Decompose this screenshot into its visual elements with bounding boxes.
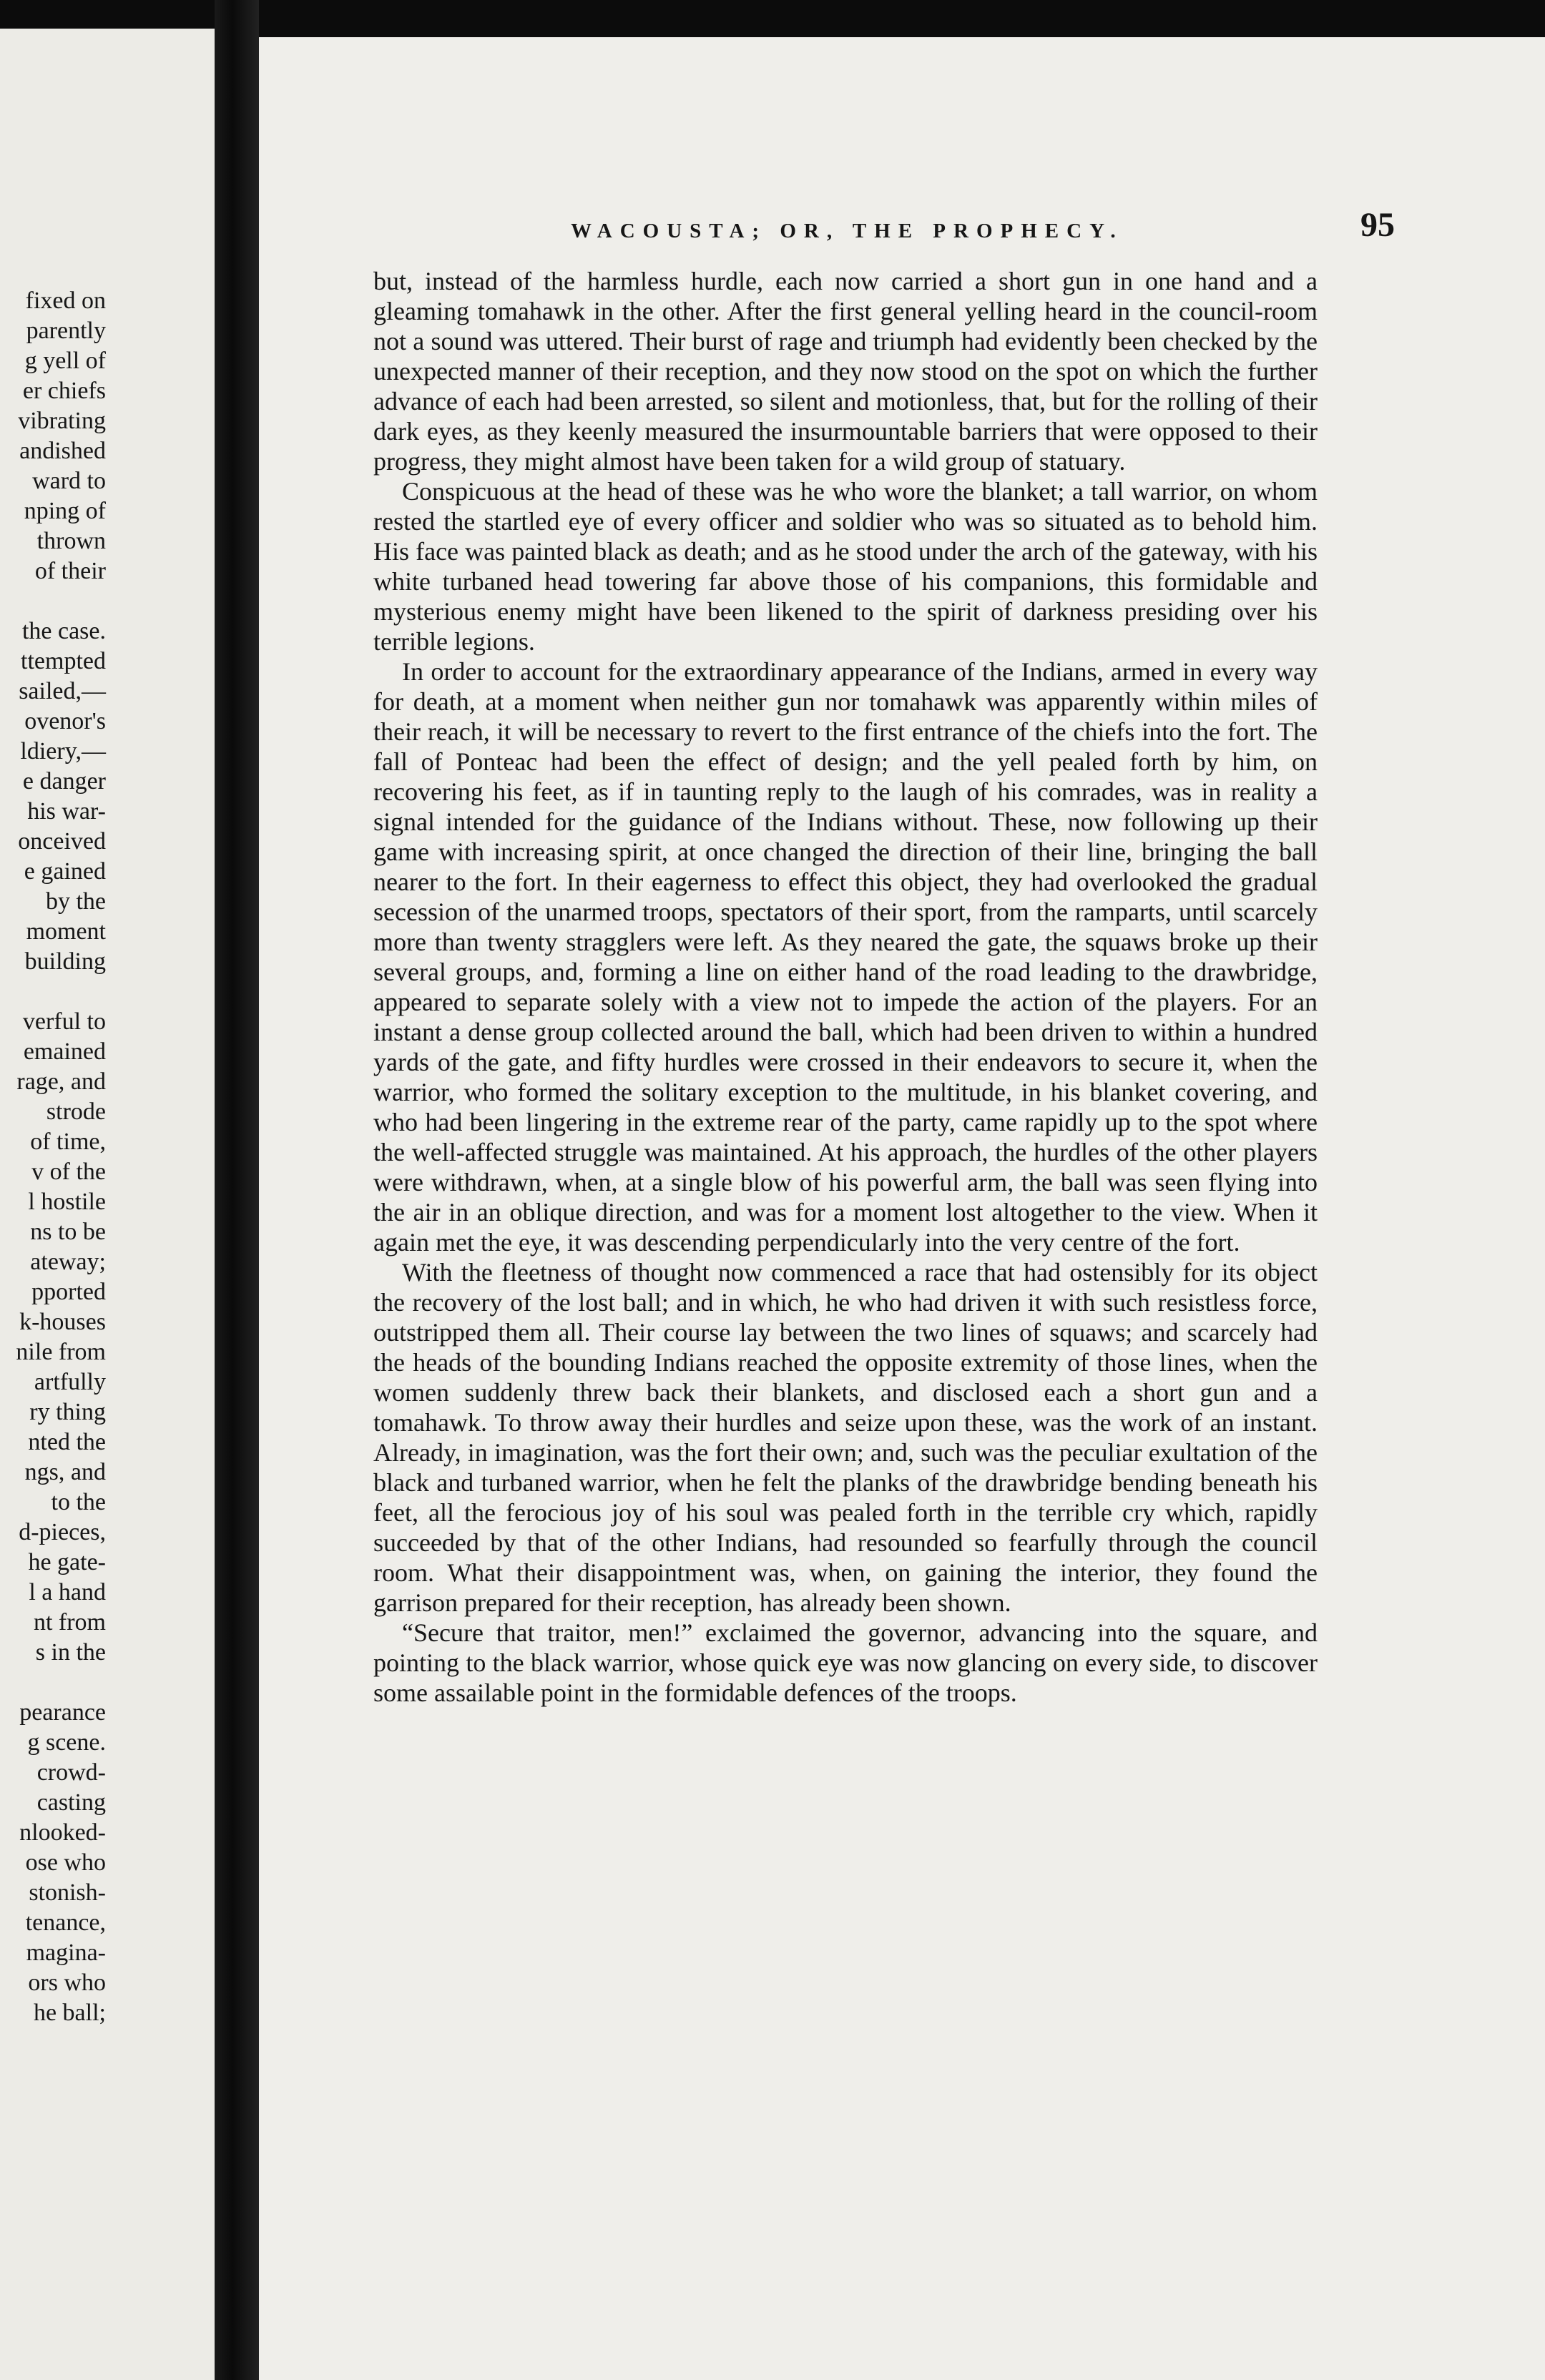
paragraph: Conspicuous at the head of these was he who wore the blanket; a tall warrior, on whom rested the startled eye of every officer and soldier who was so situated as to behold him. His face was painted black as death; and as he stood under the arch of the gateway, with his white turbaned head towering far above those of his companions, this formidable and mysterious enemy might have been likened to the spirit of darkness presiding over his terrible legions. bbox=[373, 477, 1318, 656]
facing-page-line: andished bbox=[19, 438, 106, 464]
facing-page-line: s in the bbox=[35, 1639, 106, 1666]
facing-page-line: e danger bbox=[22, 768, 106, 795]
facing-page-line: g scene. bbox=[27, 1729, 106, 1756]
facing-page-line: ors who bbox=[28, 1970, 106, 1996]
book-gutter bbox=[215, 0, 259, 2380]
facing-page-line: he ball; bbox=[33, 2000, 106, 2026]
facing-page-line: k-houses bbox=[19, 1309, 106, 1335]
facing-page-line: artfully bbox=[34, 1369, 106, 1395]
facing-page-line: of their bbox=[34, 558, 106, 584]
facing-page-line: he gate- bbox=[28, 1549, 106, 1575]
facing-page-line: nile from bbox=[16, 1339, 106, 1365]
facing-page-line: of time, bbox=[30, 1128, 106, 1155]
facing-page bbox=[0, 29, 215, 2380]
facing-page-line: verful to bbox=[22, 1008, 106, 1035]
paragraph: “Secure that traitor, men!” exclaimed the governor, advancing into the square, and pointing to the black warrior, whose quick eye was now glancing on every side, to discover some assailable point in the formidable defences of the troops. bbox=[373, 1618, 1318, 1707]
facing-page-text-fragments bbox=[0, 286, 106, 2028]
facing-page-line: ldiery,— bbox=[20, 738, 106, 764]
facing-page-line: building bbox=[24, 948, 106, 975]
facing-page-line: vibrating bbox=[18, 408, 106, 434]
facing-page-line: l hostile bbox=[28, 1189, 106, 1215]
running-head: WACOUSTA; OR, THE PROPHECY. bbox=[571, 220, 1124, 242]
facing-page-line: ttempted bbox=[21, 648, 106, 674]
facing-page-line: pported bbox=[31, 1279, 106, 1305]
facing-page-line: thrown bbox=[36, 528, 106, 554]
facing-page-line: g yell of bbox=[24, 348, 106, 374]
facing-page-line: ward to bbox=[32, 468, 106, 494]
paragraph: but, instead of the harmless hurdle, each now carried a short gun in one hand and a gleaming tomahawk in the other. After the first general yelling heard in the council-room not a sound was uttered. Their burst of rage and triumph had evidently been checked by the unexpected manner of their reception, and they now stood on the spot on which the further advance of each had been arrested, so silent and motionless, that, but for the rolling of their dark eyes, as they keenly measured the insurmountable barriers that were opposed to their progress, they might almost have been taken for a wild group of statuary. bbox=[373, 267, 1318, 476]
facing-page-line: pearance bbox=[19, 1699, 106, 1726]
facing-page-line: his war- bbox=[27, 798, 106, 825]
facing-page-line: casting bbox=[36, 1789, 106, 1816]
facing-page-line: ose who bbox=[25, 1849, 106, 1876]
facing-page-line: ry thing bbox=[29, 1399, 106, 1425]
facing-page-line: by the bbox=[45, 888, 106, 915]
facing-page-line: v of the bbox=[31, 1159, 106, 1185]
facing-page-line: rage, and bbox=[16, 1068, 106, 1095]
facing-page-line bbox=[0, 977, 106, 1007]
facing-page-line: nt from bbox=[33, 1609, 106, 1636]
facing-page-line: strode bbox=[46, 1098, 106, 1125]
facing-page-line: fixed on bbox=[25, 287, 106, 314]
facing-page-line: l a hand bbox=[29, 1579, 106, 1605]
body-text bbox=[373, 266, 1318, 1708]
facing-page-line: crowd- bbox=[36, 1759, 106, 1786]
facing-page-line: tenance, bbox=[25, 1909, 106, 1936]
facing-page-line: magina- bbox=[26, 1939, 106, 1966]
facing-page-line: onceived bbox=[18, 828, 106, 855]
facing-page-line: emained bbox=[23, 1038, 106, 1065]
page-number: 95 bbox=[1360, 206, 1395, 244]
facing-page-line: parently bbox=[26, 318, 106, 344]
paragraph: In order to account for the extraordinary appearance of the Indians, armed in every way for death, at a moment when neither gun nor tomahawk was apparently within miles of their reach, it will be necessary to revert to the first entrance of the chiefs into the fort. The fall of Ponteac had been the effect of design; and the yell pealed forth by him, on recovering his feet, as if in taunting reply to the laugh of his comrades, was in reality a signal intended for the guidance of the Indians without. These, now following up their game with increasing spirit, at once changed the direction of their line, bringing the ball nearer to the fort. In their eagerness to effect this object, they had overlooked the gradual secession of the unarmed troops, spectators of their sport, from the ramparts, until scarcely more than twenty stragglers were left. As they neared the gate, the squaws broke up their several groups, and, forming a line on either hand of the road leading to the drawbridge, appeared to separate solely with a view not to impede the action of the players. For an instant a dense group collected around the ball, which had been driven to within a hundred yards of the gate, and fifty hurdles were crossed in their endeavors to secure it, when the warrior, who formed the solitary exception to the multitude, in his blanket covering, and who had been lingering in the extreme rear of the party, came rapidly up to the spot where the well-affected struggle was maintained. At his approach, the hurdles of the other players were withdrawn, when, at a single blow of his powerful arm, the ball was seen flying into the air in an oblique direction, and was for a moment lost altogether to the view. When it again met the eye, it was descending perpendicularly into the very centre of the fort. bbox=[373, 657, 1318, 1257]
facing-page-line: er chiefs bbox=[22, 378, 106, 404]
paragraph: With the fleetness of thought now commenced a race that had ostensibly for its object the recovery of the lost ball; and in which, he who had driven it with such resistless force, outstripped them all. Their course lay between the two lines of squaws; and scarcely had the heads of the bounding Indians reached the opposite extremity of those lines, when the women suddenly threw back their blankets, and disclosed each a short gun and a tomahawk. To throw away their hurdles and seize upon these, was the work of an instant. Already, in imagination, was the fort their own; and, such was the peculiar exultation of the black and turbaned warrior, when he felt the planks of the drawbridge bending beneath his feet, all the ferocious joy of his soul was pealed forth in the terrible cry which, rapidly succeeded by that of the other Indians, had resounded so fearfully through the council room. What their disappointment was, when, on gaining the interior, they found the garrison prepared for their reception, has already been shown. bbox=[373, 1258, 1318, 1617]
facing-page-line: ngs, and bbox=[24, 1459, 106, 1485]
facing-page-line: to the bbox=[51, 1489, 106, 1515]
facing-page-line: nping of bbox=[24, 498, 106, 524]
facing-page-line: ns to be bbox=[30, 1219, 106, 1245]
book-page bbox=[259, 37, 1545, 2380]
facing-page-line: nlooked- bbox=[19, 1819, 106, 1846]
facing-page-line bbox=[0, 586, 106, 616]
facing-page-line: the case. bbox=[21, 618, 106, 644]
facing-page-line: e gained bbox=[24, 858, 106, 885]
facing-page-line: moment bbox=[26, 918, 106, 945]
facing-page-line bbox=[0, 1668, 106, 1698]
facing-page-line: ovenor's bbox=[24, 708, 106, 734]
facing-page-line: d-pieces, bbox=[19, 1519, 106, 1545]
facing-page-line: ateway; bbox=[30, 1249, 106, 1275]
facing-page-line: stonish- bbox=[29, 1879, 106, 1906]
facing-page-line: sailed,— bbox=[19, 678, 106, 704]
facing-page-line: nted the bbox=[28, 1429, 106, 1455]
